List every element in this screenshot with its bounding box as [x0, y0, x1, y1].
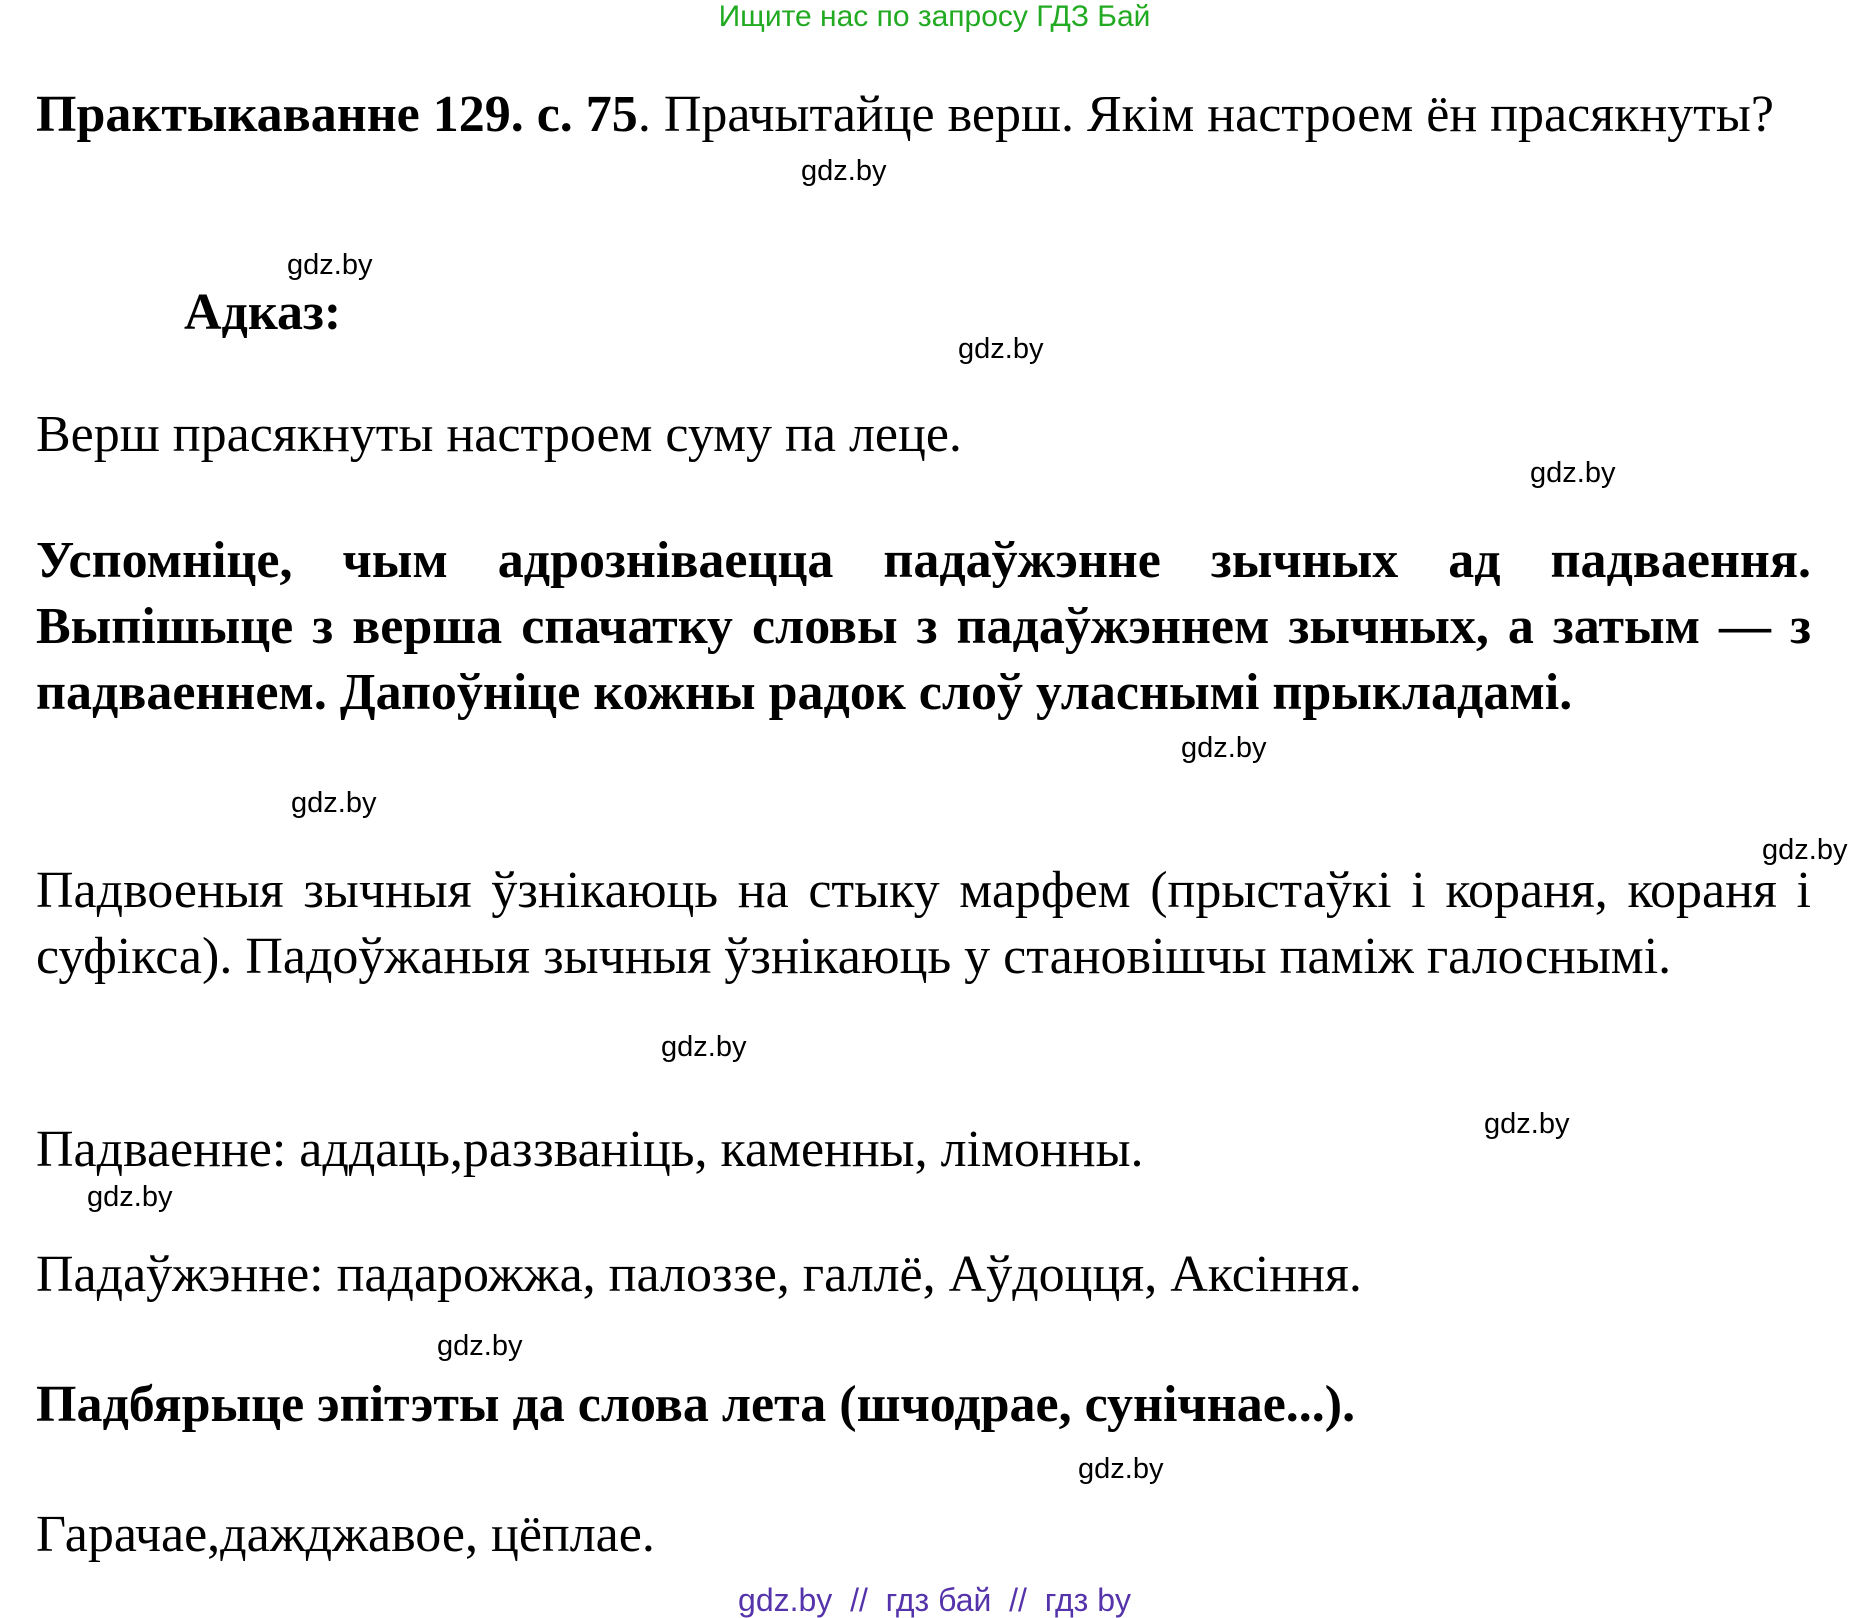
doubling-line: Падваенне: аддаць,раззваніць, каменны, лімонны.	[36, 1121, 1144, 1178]
part3-question: Падбярыце эпітэты да слова лета (шчодрае, сунічнае...).	[36, 1376, 1356, 1433]
lengthening-line: Падаўжэнне: падарожжа, палоззе, галлё, Аўдоцця, Аксіння.	[36, 1246, 1362, 1303]
watermark: gdz.by	[1484, 1108, 1570, 1140]
watermark: gdz.by	[287, 249, 373, 281]
watermark: gdz.by	[291, 787, 377, 819]
watermark: gdz.by	[661, 1031, 747, 1063]
part3-answer: Гарачае,дажджавое, цёплае.	[36, 1506, 655, 1563]
watermark: gdz.by	[437, 1330, 523, 1362]
search-banner	[0, 0, 1869, 34]
watermark: gdz.by	[87, 1181, 173, 1213]
task-heading	[36, 82, 1811, 148]
footer-links	[0, 1582, 1869, 1618]
watermark: gdz.by	[1181, 732, 1267, 764]
watermark: gdz.by	[801, 155, 887, 187]
task-question: Прачытайце верш. Якім настроем ён прасякнуты?	[663, 86, 1774, 143]
watermark: gdz.by	[1078, 1453, 1164, 1485]
task-label: Практыкаванне 129. с. 75	[36, 86, 638, 143]
part2-question: Успомніце, чым адрозніваецца падаўжэнне зычных ад падваення. Выпішыце з верша спачатку словы з падаўжэннем зычных, а затым — з падваеннем. Дапоўніце кожны радок слоў уласнымі прыкладамі.	[36, 532, 1811, 721]
footer-text: gdz.by // гдз бай // гдз by	[738, 1582, 1131, 1618]
answer-label: Адказ:	[184, 284, 342, 341]
banner-text: Ищите нас по запросу ГДЗ Бай	[718, 0, 1151, 33]
watermark: gdz.by	[1530, 457, 1616, 489]
part2-explanation: Падвоеныя зычныя ўзнікаюць на стыку марфем (прыстаўкі і кораня, кораня і суфікса). Падоўжаныя зычныя ўзнікаюць у становішчы паміж галоснымі.	[36, 862, 1811, 985]
watermark: gdz.by	[958, 333, 1044, 365]
answer-text: Верш прасякнуты настроем суму па леце.	[36, 406, 962, 463]
task-label-dot: .	[637, 86, 651, 143]
watermark: gdz.by	[1762, 834, 1848, 866]
